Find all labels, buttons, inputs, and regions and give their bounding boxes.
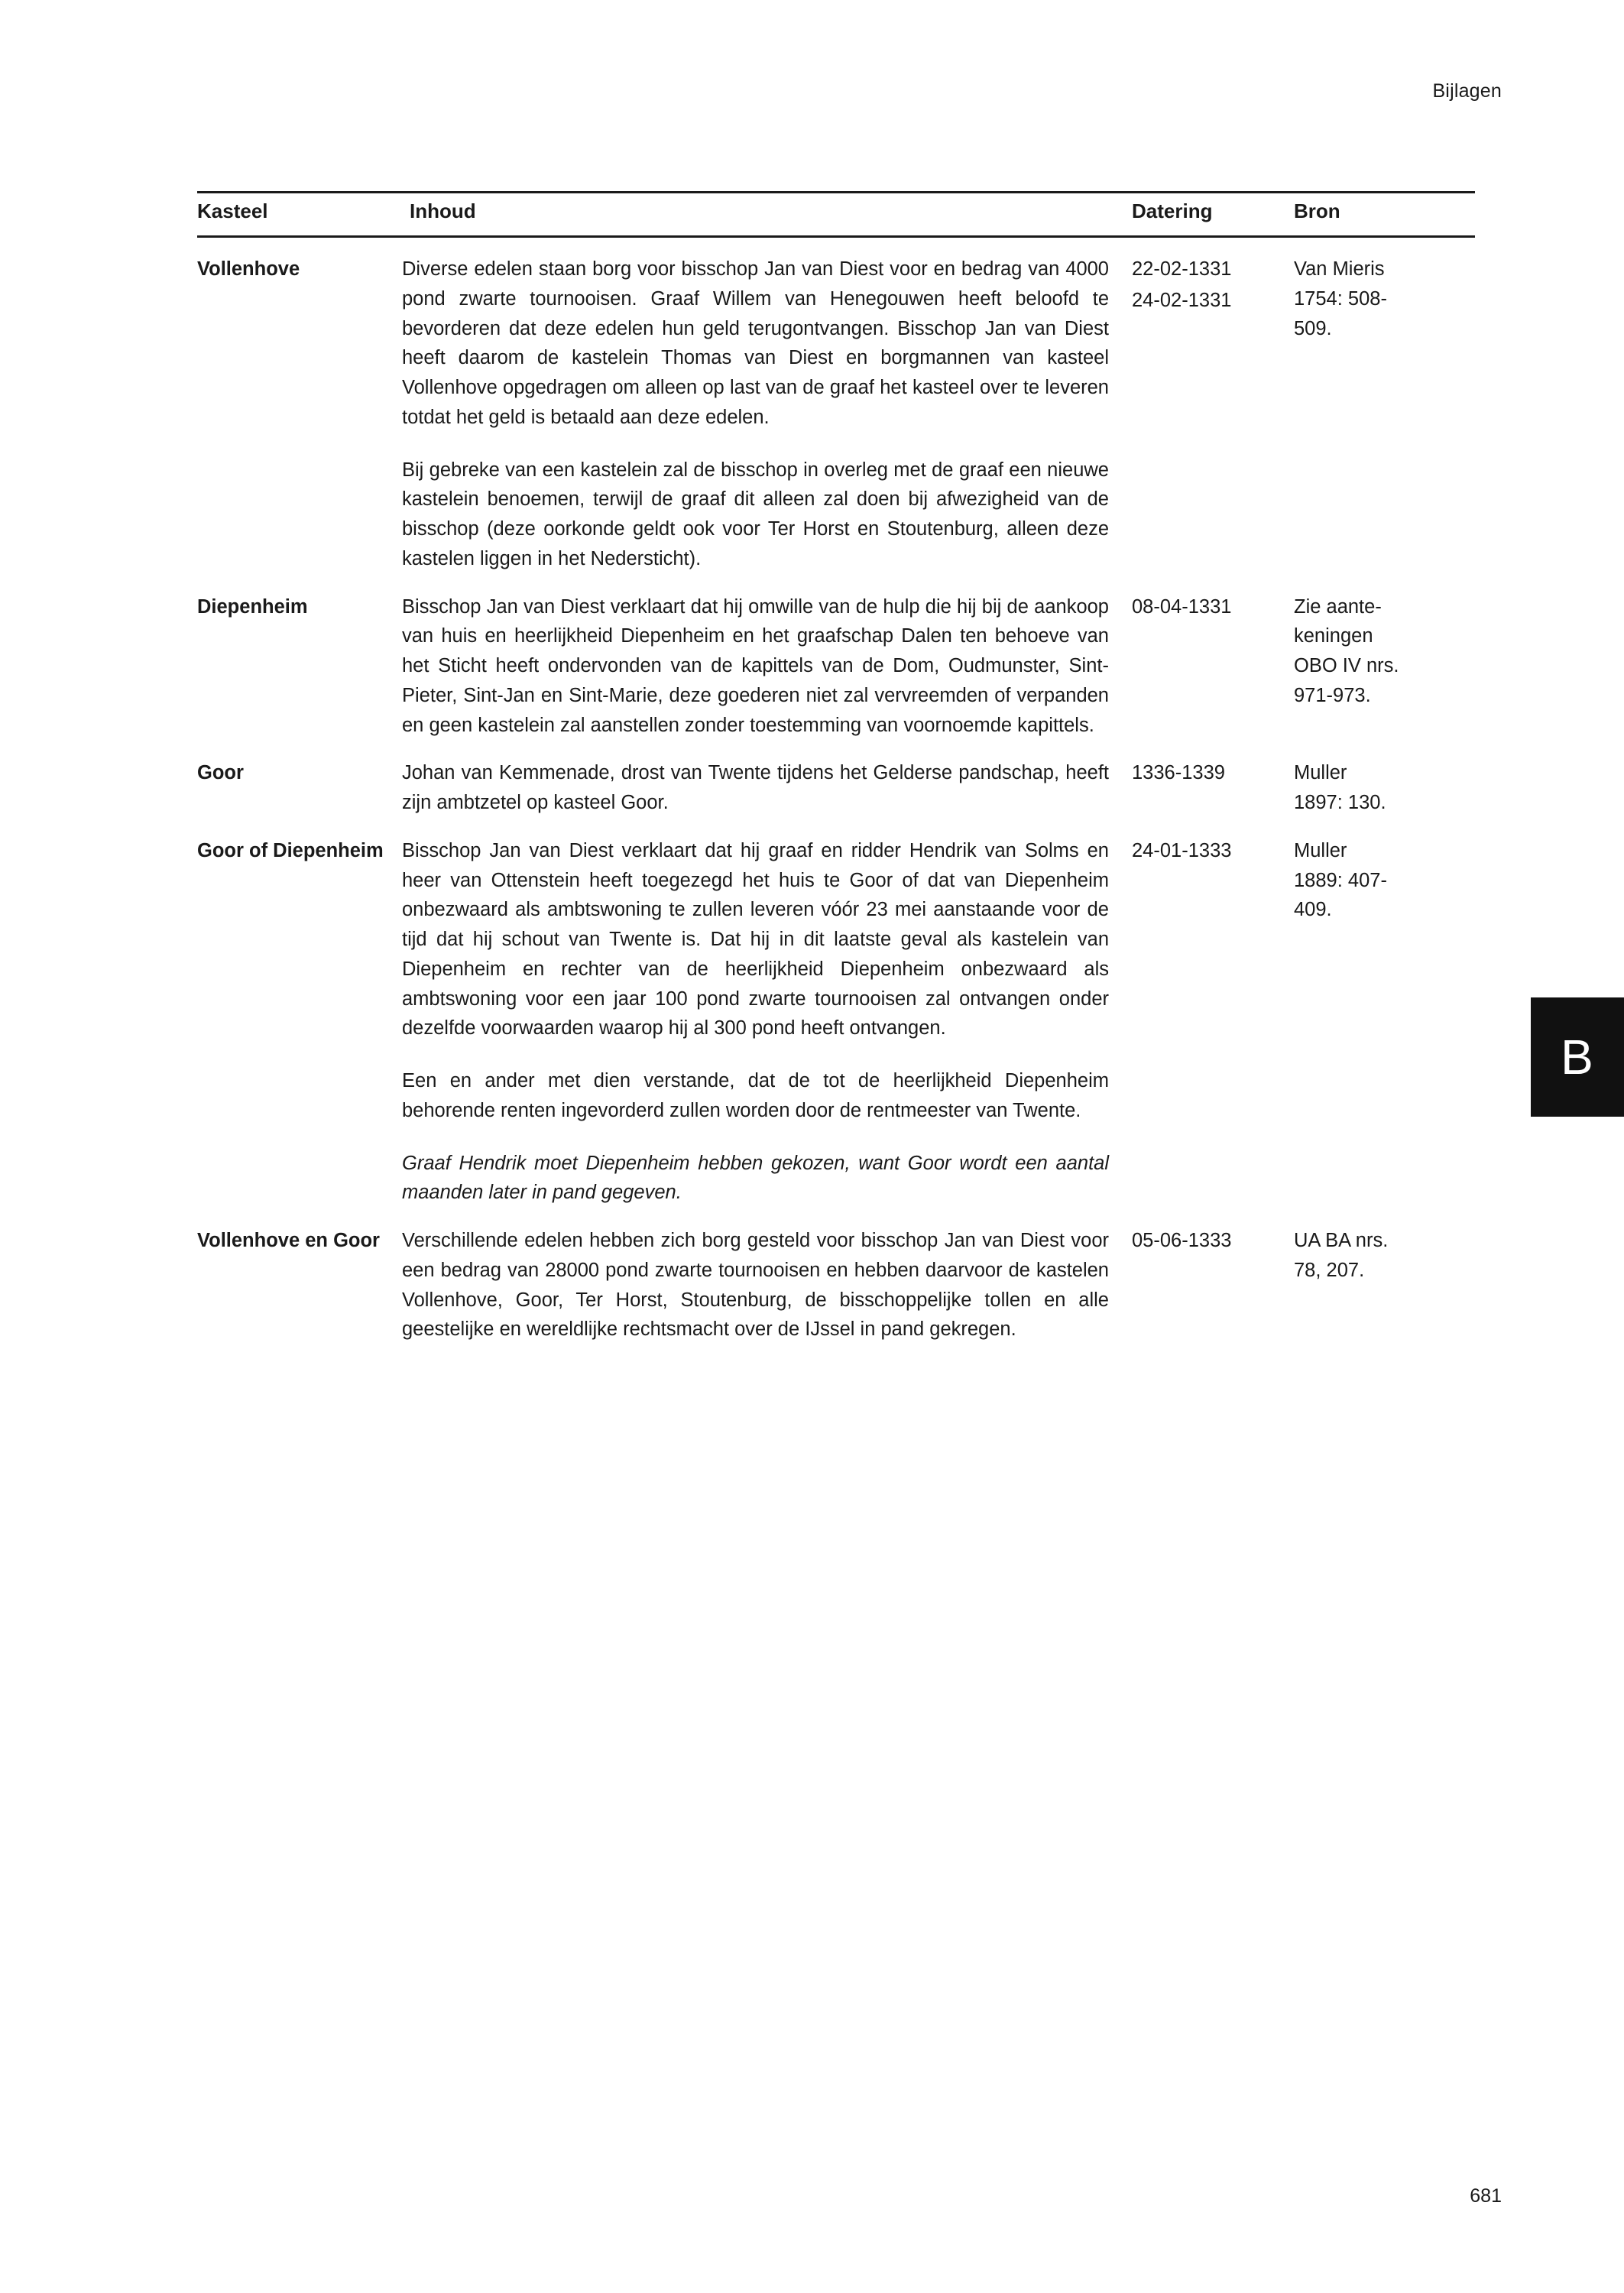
column-header-bron: Bron <box>1294 193 1475 237</box>
table-row <box>197 237 1475 579</box>
inhoud-paragraph: Een en ander met dien verstande, dat de tot de heerlijkheid Diepenheim behorende renten ingevorderd zullen worden door de rentmeester van Twente. <box>402 1070 1109 1121</box>
bron-line: Muller <box>1294 762 1347 784</box>
cell-kasteel: Goor of Diepenheim <box>197 839 384 861</box>
cell-inhoud <box>402 579 1132 745</box>
datering-line: 08-04-1331 <box>1132 595 1232 618</box>
bron-line: Van Mieris <box>1294 258 1385 280</box>
datering-line: 24-02-1331 <box>1132 289 1232 311</box>
cell-datering <box>1132 1212 1294 1349</box>
cell-datering <box>1132 237 1294 579</box>
column-header-kasteel: Kasteel <box>197 193 402 237</box>
cell-datering <box>1132 579 1294 745</box>
inhoud-paragraph: Bisschop Jan van Diest verklaart dat hij omwille van de hulp die hij bij de aankoop van huis en heerlijkheid Diepenheim en het graafschap Dalen ten behoeve van het Sticht heeft ondervonden van de kapittels van de Dom, Oudmunster, Sint-Pieter, Sint-Jan en Sint-Marie, deze goederen niet zal vervreemden of verpanden en geen kastelein zal aanstellen zonder toestemming van voornoemde kapittels. <box>402 595 1109 736</box>
bron-line: Muller <box>1294 839 1347 861</box>
cell-kasteel: Vollenhove <box>197 258 300 280</box>
table-body <box>197 237 1475 1350</box>
datering-line: 05-06-1333 <box>1132 1230 1232 1251</box>
datering-line: 22-02-1331 <box>1132 258 1232 280</box>
table-row <box>197 1212 1475 1349</box>
cell-datering <box>1132 744 1294 822</box>
inhoud-paragraph: Diverse edelen staan borg voor bisschop Jan van Diest voor en bedrag van 4000 pond zwarte tournooisen. Graaf Willem van Henegouwen heeft beloofd te bevorderen dat deze edelen hun geld terugontvangen. Bisschop Jan van Diest heeft daarom de kastelein Thomas van Diest en borgmannen van kasteel Vollenhove opgedragen om alleen op last van de graaf het kasteel over te leveren totdat het geld is betaald aan deze edelen. <box>402 258 1109 428</box>
cell-kasteel: Vollenhove en Goor <box>197 1230 380 1251</box>
appendix-table-container <box>197 191 1475 1349</box>
inhoud-paragraph: Johan van Kemmenade, drost van Twente tijdens het Gelderse pandschap, heeft zijn ambtzetel op kasteel Goor. <box>402 762 1109 813</box>
bron-line: OBO IV nrs. <box>1294 655 1399 676</box>
datering-line: 24-01-1333 <box>1132 839 1232 861</box>
inhoud-note-paragraph: Graaf Hendrik moet Diepenheim hebben gekozen, want Goor wordt een aantal maanden later in pand gegeven. <box>402 1152 1109 1204</box>
bron-line: 1897: 130. <box>1294 792 1386 813</box>
bron-line: UA BA nrs. <box>1294 1230 1389 1251</box>
inhoud-paragraph: Bij gebreke van een kastelein zal de bisschop in overleg met de graaf een nieuwe kastelein benoemen, terwijl de graaf dit alleen zal doen bij afwezigheid van de bisschop (deze oorkonde geldt ook voor Ter Horst en Stoutenburg, alleen deze kastelen liggen in het Nedersticht). <box>402 459 1109 569</box>
bron-line: Zie aante- <box>1294 595 1382 618</box>
running-head: Bijlagen <box>1432 80 1502 102</box>
cell-kasteel: Goor <box>197 762 244 784</box>
datering-line: 1336-1339 <box>1132 762 1225 784</box>
cell-bron <box>1294 822 1475 1212</box>
bron-line: 78, 207. <box>1294 1259 1365 1281</box>
table-row <box>197 822 1475 1212</box>
cell-bron <box>1294 1212 1475 1349</box>
column-header-inhoud: Inhoud <box>402 193 1132 237</box>
page-number: 681 <box>1470 2185 1502 2207</box>
thumb-index-tab: B <box>1531 997 1624 1117</box>
table-header-row <box>197 193 1475 237</box>
bron-line: 971-973. <box>1294 684 1371 706</box>
cell-bron <box>1294 237 1475 579</box>
bron-line: 409. <box>1294 899 1332 921</box>
bron-line: 1889: 407- <box>1294 869 1387 891</box>
cell-kasteel: Diepenheim <box>197 595 308 618</box>
cell-inhoud <box>402 1212 1132 1349</box>
cell-inhoud <box>402 822 1132 1212</box>
table-header <box>197 193 1475 237</box>
bron-line: 1754: 508- <box>1294 287 1387 310</box>
bron-line: 509. <box>1294 317 1332 339</box>
inhoud-paragraph: Bisschop Jan van Diest verklaart dat hij graaf en ridder Hendrik van Solms en heer van Ottenstein heeft toegezegd het huis te Goor of dat van Diepenheim onbezwaard als ambtswoning te zullen leveren vóór 23 mei aanstaande voor de tijd dat hij schout van Twente is. Dat hij in dit laatste geval als kastelein van Diepenheim en rechter van de heerlijkheid Diepenheim onbezwaard als ambtswoning voor een jaar 100 pond zwarte tournooisen zal ontvangen onder dezelfde voorwaarden waarop hij al 300 pond heeft ontvangen. <box>402 839 1109 1039</box>
cell-inhoud <box>402 744 1132 822</box>
table-row <box>197 579 1475 745</box>
bron-line: keningen <box>1294 625 1373 647</box>
table-row <box>197 744 1475 822</box>
inhoud-paragraph: Verschillende edelen hebben zich borg gesteld voor bisschop Jan van Diest voor een bedrag van 28000 pond zwarte tournooisen en hebben daarvoor de kastelen Vollenhove, Goor, Ter Horst, Stoutenburg, de bisschoppelijke tollen en alle geestelijke en wereldlijke rechtsmacht over de IJssel in pand gekregen. <box>402 1230 1109 1341</box>
cell-datering <box>1132 822 1294 1212</box>
appendix-table <box>197 191 1475 1349</box>
column-header-datering: Datering <box>1132 193 1294 237</box>
cell-bron <box>1294 579 1475 745</box>
cell-inhoud <box>402 237 1132 579</box>
cell-bron <box>1294 744 1475 822</box>
